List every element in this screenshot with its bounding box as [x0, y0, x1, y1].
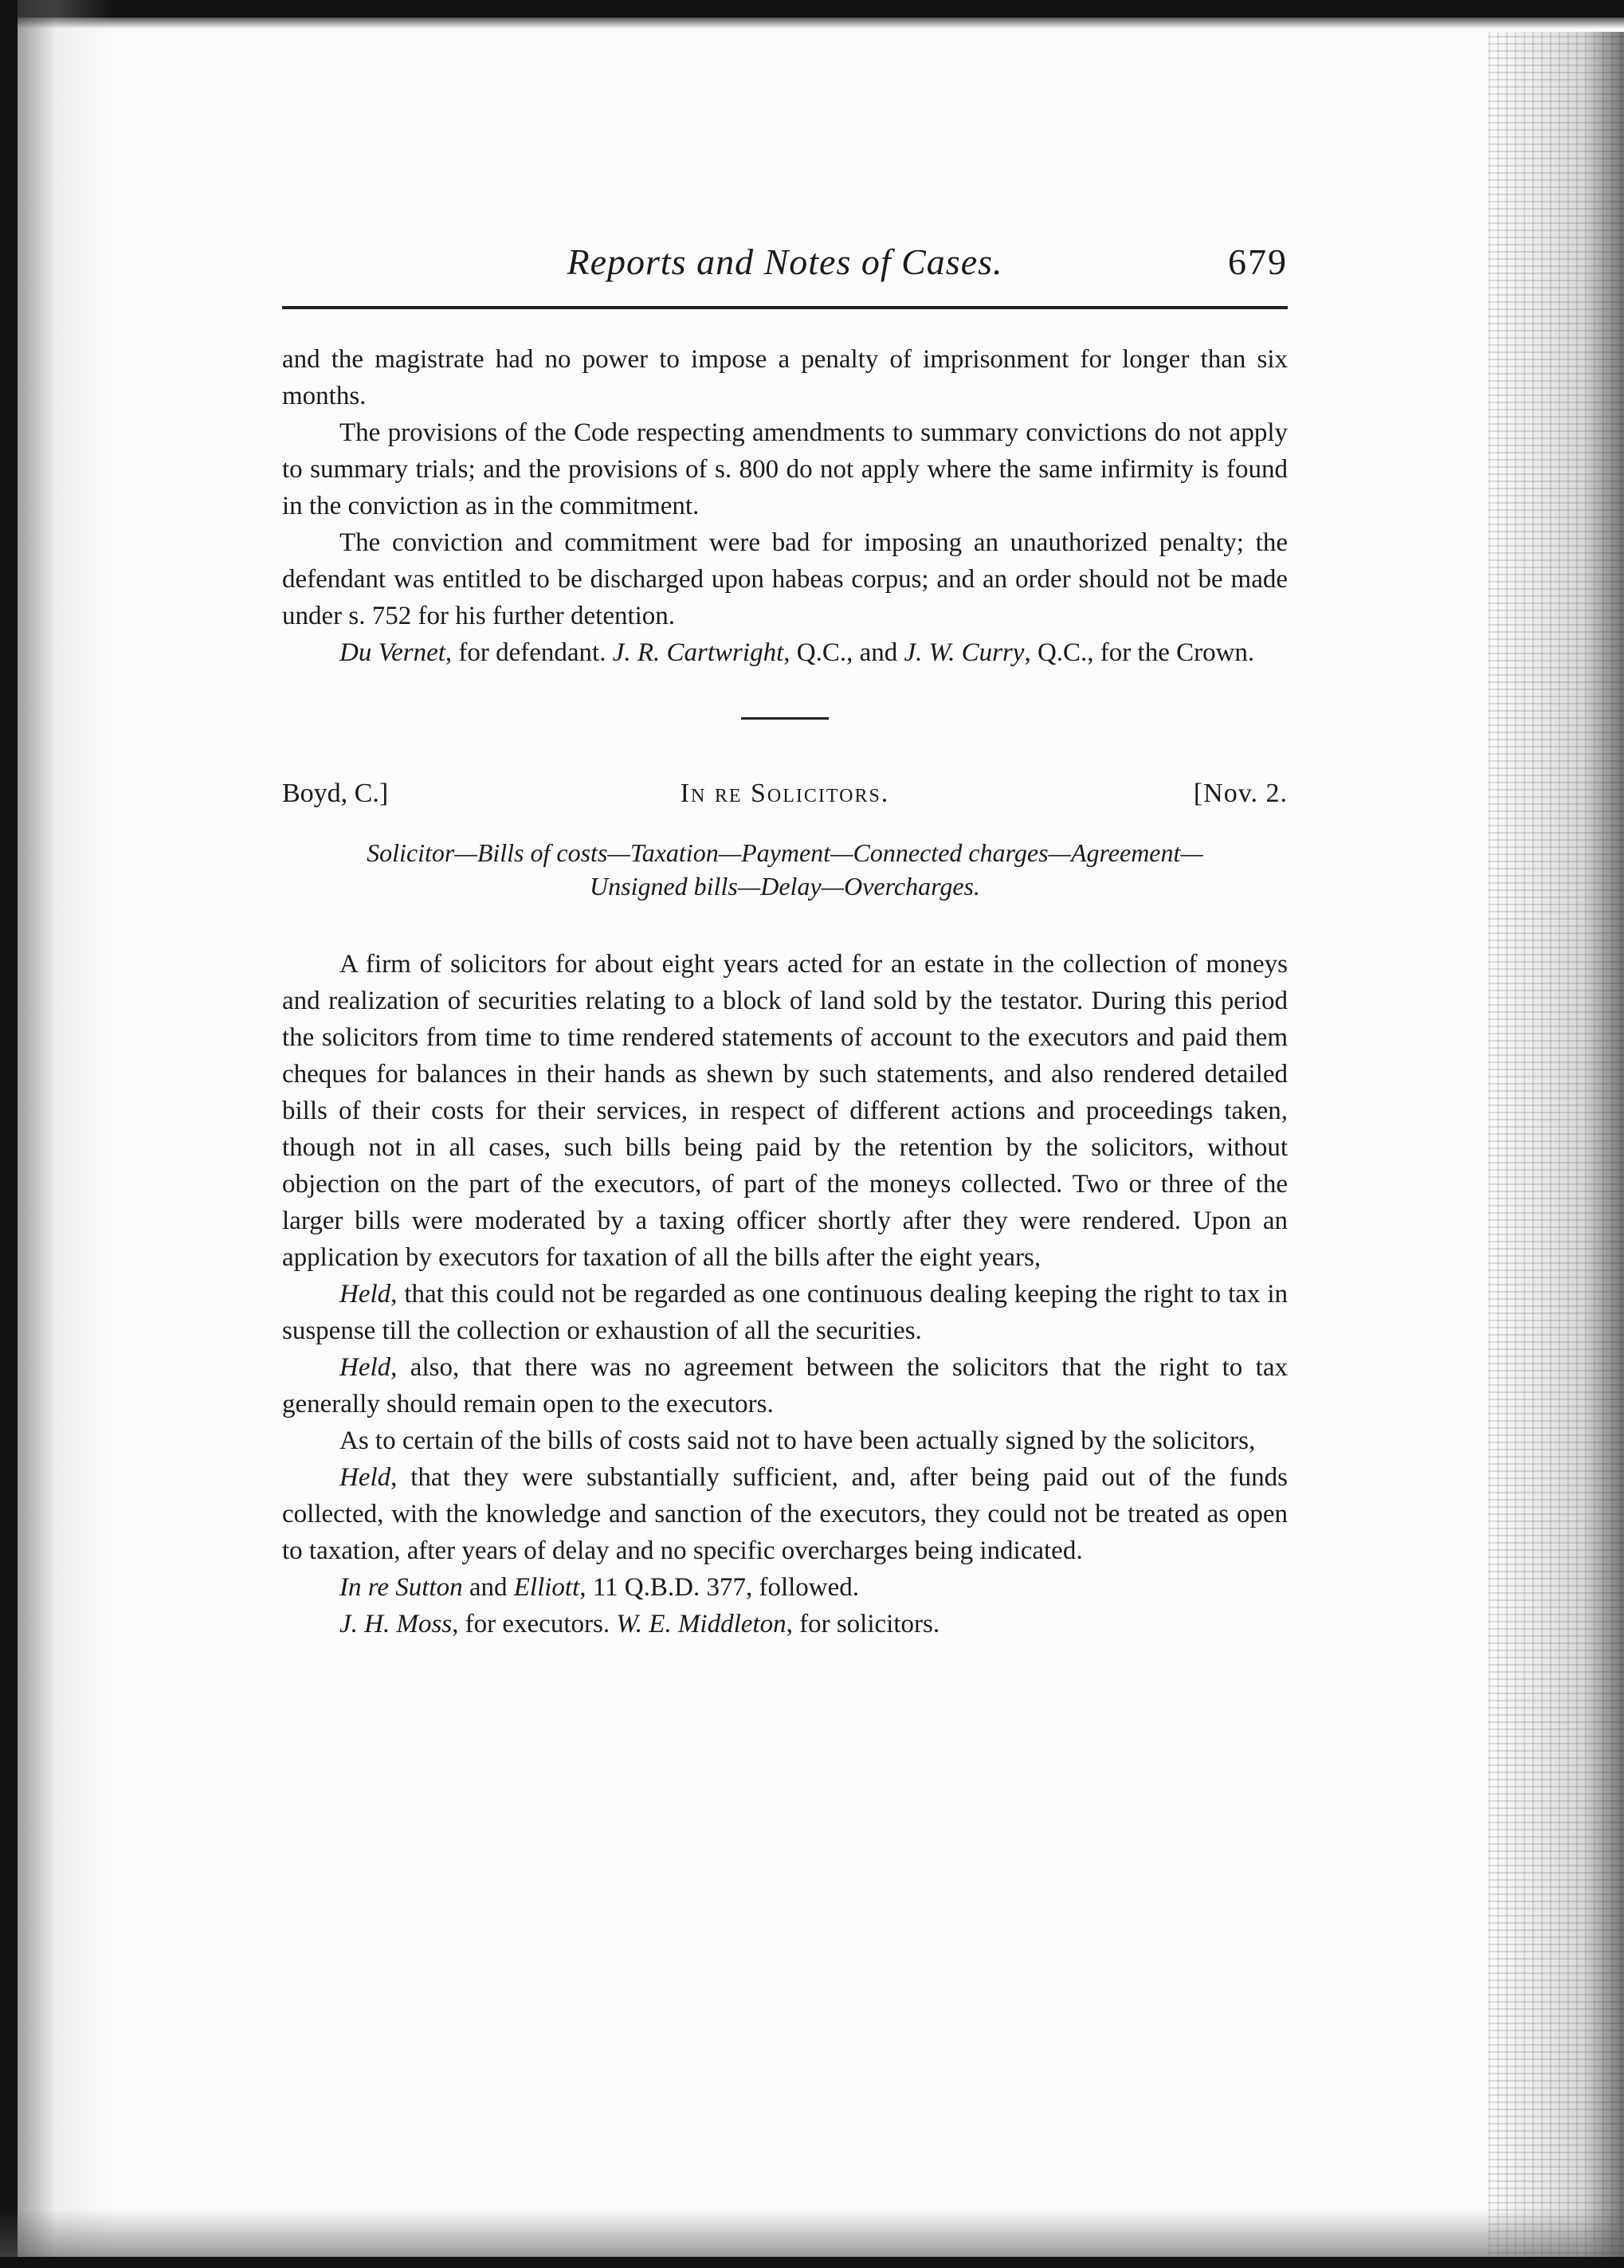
held-label: Held — [339, 1280, 391, 1309]
counsel-name: W. E. Middleton — [616, 1610, 787, 1638]
counsel-name: J. H. Moss — [339, 1610, 453, 1638]
header-rule — [282, 306, 1288, 309]
counsel-name: J. R. Cartwright — [612, 638, 784, 667]
citation-text: and — [462, 1573, 514, 1602]
paragraph-conviction: The conviction and commitment were bad for imposing an unauthorized penalty; the defendant was entitled to be discharged upon habeas corpus; and an order should not be made under s. 752 for his further detention. — [282, 528, 1288, 630]
counsel-name: J. W. Curry — [904, 638, 1025, 667]
counsel-name: Du Vernet — [339, 638, 445, 667]
scan-edge-right-pages — [1489, 32, 1624, 2268]
page-content — [282, 0, 1288, 2268]
scan-edge-left-shadow — [18, 0, 113, 2268]
held-label: Held — [339, 1463, 391, 1492]
running-head — [282, 241, 1288, 288]
paragraph-facts: A firm of solicitors for about eight years acted for an estate in the collection of moneys and realization of securities relating to a block of land sold by the testator. During this period the solicitors from time to time rendered statements of account to the executors and paid them cheques for balances in their hands as shewn by such statements, and also rendered detailed bills of their costs for their services, in respect of different actions and proceedings taken, though not in all cases, such bills being paid by the retention by the solicitors, without objection on the part of the executors, of part of the moneys collected. Two or three of the larger bills were moderated by a taxing officer shortly after they were rendered. Upon an application by executors for taxation of all the bills after the eight years, — [282, 950, 1288, 1272]
held-label: Held — [339, 1353, 391, 1382]
counsel-line-previous-case — [282, 634, 1288, 671]
running-title: Reports and Notes of Cases. — [567, 241, 1003, 282]
scan-edge-left — [0, 0, 18, 2268]
page-number: 679 — [1228, 241, 1288, 282]
carryover-paragraph: and the magistrate had no power to impose a penalty of imprisonment for longer than six months. — [282, 345, 1288, 410]
held-text: , that this could not be regarded as one continuous dealing keeping the right to tax in suspense till the collection or exhaustion of all the securities. — [282, 1280, 1288, 1345]
citation-text: , 11 Q.B.D. 377, followed. — [579, 1573, 860, 1602]
held-text: , also, that there was no agreement between the solicitors that the right to tax generally should remain open to the executors. — [282, 1353, 1288, 1418]
body-text — [282, 341, 1288, 1642]
citation-line — [282, 1569, 1288, 1606]
case-judge: Boyd, C.] — [282, 779, 389, 808]
case-date: [Nov. 2. — [1193, 779, 1288, 808]
counsel-role: , for executors. — [452, 1610, 617, 1638]
case-catchwords — [282, 836, 1288, 903]
holding-paragraph — [282, 1459, 1288, 1569]
case-title: In re Solicitors. — [680, 779, 890, 808]
held-text: , that they were substantially sufficient, and, after being paid out of the funds collected, with the knowledge and sanction of the executors, they could not be treated as open to taxation, after years of delay and no specific overcharges being indicated. — [282, 1463, 1288, 1565]
counsel-role: , for defendant. — [445, 638, 613, 667]
counsel-role: , Q.C., for the Crown. — [1024, 638, 1255, 667]
holding-paragraph — [282, 1276, 1288, 1349]
section-divider — [741, 717, 829, 720]
counsel-role: , Q.C., and — [783, 638, 904, 667]
holding-paragraph — [282, 1349, 1288, 1422]
case-heading — [282, 775, 1288, 812]
counsel-role: , for solicitors. — [786, 1610, 940, 1638]
counsel-line — [282, 1606, 1288, 1642]
paragraph-unsigned-bills: As to certain of the bills of costs said not to have been actually signed by the solicitors, — [339, 1426, 1256, 1455]
catchwords-line: Unsigned bills—Delay—Overcharges. — [590, 872, 980, 901]
cited-case: In re Sutton — [339, 1573, 463, 1602]
catchwords-line: Solicitor—Bills of costs—Taxation—Payment—Connected charges—Agreement— — [367, 838, 1203, 867]
cited-case: Elliott — [513, 1573, 580, 1602]
paragraph-code-provisions: The provisions of the Code respecting amendments to summary convictions do not apply to summary trials; and the provisions of s. 800 do not apply where the same infirmity is found in the conviction as in the commitment. — [282, 418, 1288, 520]
